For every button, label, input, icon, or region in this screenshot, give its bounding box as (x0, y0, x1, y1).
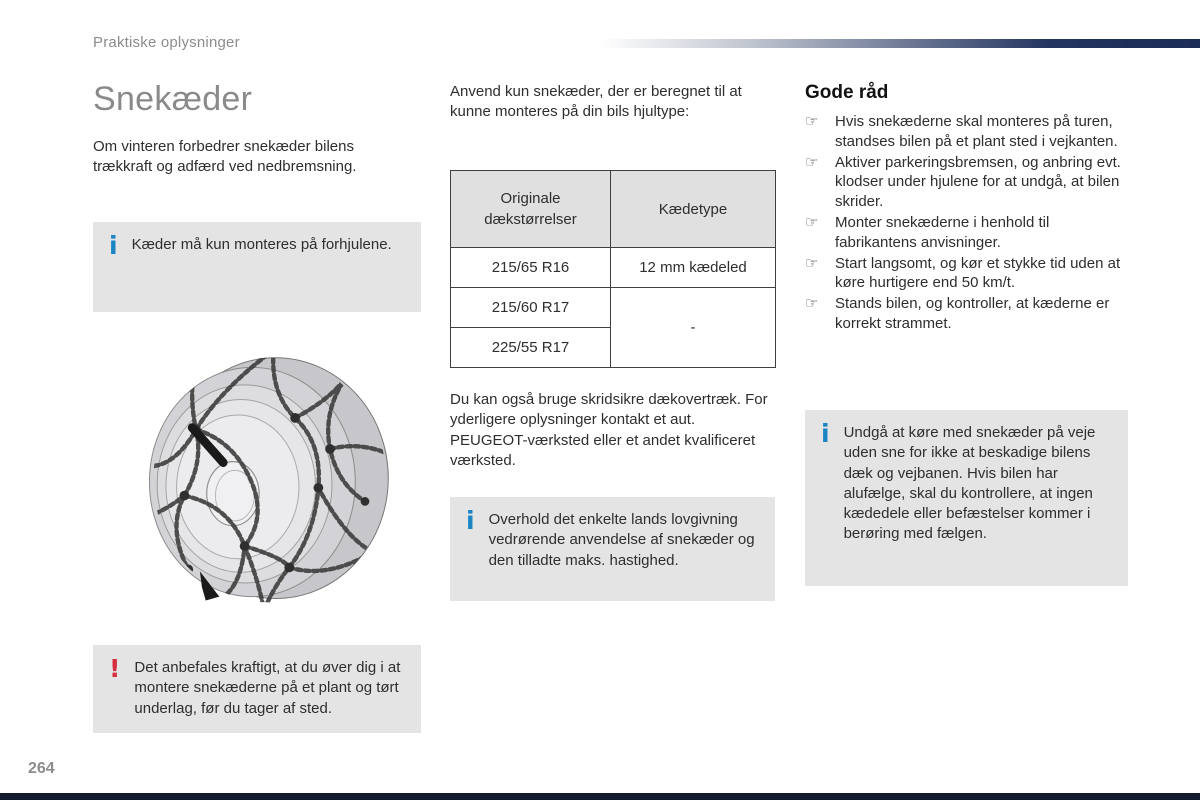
warning-icon: ! (109, 654, 121, 683)
left-intro-paragraph: Om vinteren forbedrer snekæder bilens trækkraft og adfærd ved nedbremsning. (93, 138, 357, 175)
middle-intro-paragraph: Anvend kun snekæder, der er beregnet til at kunne monteres på din bils hjultype: (450, 83, 742, 121)
chain-type-merged-cell: - (611, 288, 776, 368)
tire-chain-table (450, 170, 776, 368)
info-box-text: Undgå at køre med snekæder på veje uden sne for ikke at beskadige bilens dæk og vejbanen. Hvis bilen har alufælge, skal du kontrollere, at ingen kædedele eller befæstelser kommer i berøring med fælgen. (843, 424, 1096, 543)
right-column (805, 82, 1135, 335)
snow-chain-wheel-svg (128, 348, 400, 616)
warning-box-practice (93, 645, 421, 733)
chain-type-cell: 12 mm kædeled (611, 248, 776, 288)
table-row (451, 288, 776, 328)
pointer-icon: ☞ (805, 113, 819, 130)
info-box-text: Kæder må kun monteres på forhjulene. (131, 236, 392, 253)
tip-item (805, 213, 1135, 253)
table-row (451, 248, 776, 288)
pointer-icon: ☞ (805, 254, 819, 272)
table-header-tire-sizes: Originale dækstørrelser (451, 171, 611, 248)
pointer-icon: ☞ (805, 295, 819, 313)
tip-item (805, 153, 1135, 212)
tire-size-cell: 215/60 R17 (451, 288, 611, 328)
tip-text: Start langsomt, og kør et stykke tid uden at køre hurtigere end 50 km/t. (835, 254, 1121, 292)
middle-note-paragraph: Du kan også bruge skridsikre dækovertræk. For yderligere oplysninger kontakt et aut. PEUGEOT-værksted eller et andet kvalificeret værksted. (450, 391, 768, 469)
tire-size-cell: 225/55 R17 (451, 328, 611, 368)
table-header-chain-type: Kædetype (611, 171, 776, 248)
tips-heading: Gode råd (805, 82, 889, 103)
snow-chain-wheel-image (128, 348, 400, 616)
footer-bar (0, 793, 1200, 800)
running-header: Praktiske oplysninger (93, 34, 240, 51)
warning-box-text: Det anbefales kraftigt, at du øver dig i at montere snekæderne på et plant og tørt underlag, før du tager af sted. (134, 659, 401, 717)
table-header-row (451, 171, 776, 248)
info-box-alloy-wheels (805, 410, 1128, 586)
left-column (93, 80, 423, 177)
pointer-icon: ☞ (805, 213, 819, 231)
tip-text: Aktiver parkeringsbremsen, og anbring evt. klodser under hjulene for at undgå, at bilen skrider. (835, 153, 1121, 211)
info-icon: i (821, 419, 830, 448)
page-title: Snekæder (93, 80, 253, 118)
tip-text: Hvis snekæderne skal monteres på turen, standses bilen på et plant sted i vejkanten. (835, 113, 1118, 150)
info-icon: i (466, 506, 475, 535)
tire-size-cell: 215/65 R16 (451, 248, 611, 288)
info-box-legislation (450, 497, 775, 601)
tips-list (805, 112, 1135, 334)
info-box-text: Overhold det enkelte lands lovgivning vedrørende anvendelse af snekæder og den tilladte maks. hastighed. (488, 511, 755, 569)
tip-text: Stands bilen, og kontroller, at kæderne er korrekt strammet. (835, 295, 1110, 332)
tip-item (805, 112, 1135, 152)
tip-item (805, 294, 1135, 334)
header-gradient-bar (600, 39, 1200, 48)
tip-text: Monter snekæderne i henhold til fabrikantens anvisninger. (835, 213, 1050, 251)
page-number: 264 (28, 760, 55, 777)
pointer-icon: ☞ (805, 153, 819, 171)
info-box-front-wheels (93, 222, 421, 312)
tip-item (805, 254, 1135, 294)
info-icon: i (109, 231, 118, 260)
